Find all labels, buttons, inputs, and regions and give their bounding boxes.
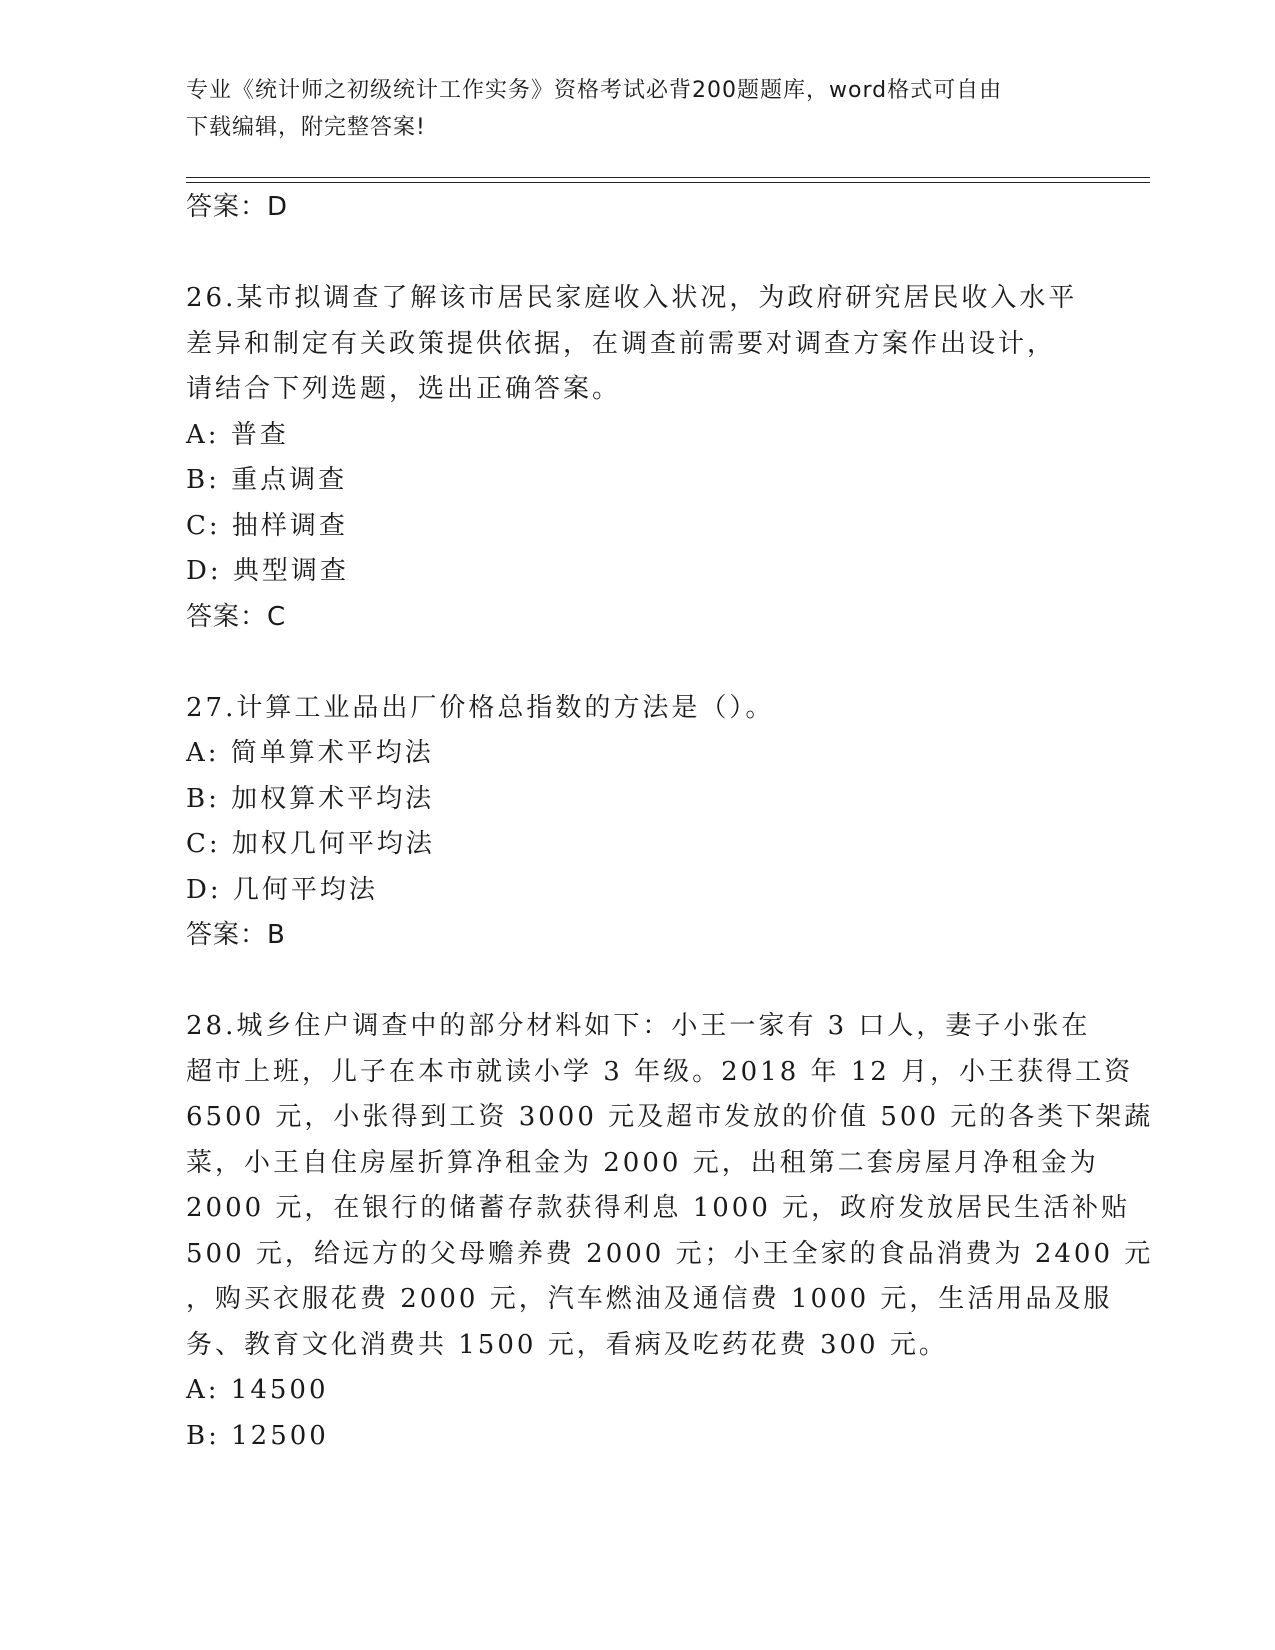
option-c: C: 抽样调查 — [186, 510, 348, 541]
question-text-line: 28.城乡住户调查中的部分材料如下：小王一家有 3 口人，妻子小张在 — [186, 1011, 1091, 1041]
question-26 — [186, 276, 1086, 640]
question-text-line: 差异和制定有关政策提供依据，在调查前需要对调查方案作出设计， — [186, 328, 1057, 359]
question-text-line: 超市上班，儿子在本市就读小学 3 年级。2018 年 12 月，小王获得工资 — [186, 1056, 1134, 1087]
option-a: A: 简单算术平均法 — [186, 738, 434, 768]
header-rule-top — [186, 177, 1150, 178]
page-header — [186, 72, 1086, 146]
header-rule-bottom — [186, 182, 1150, 183]
question-text-line: 务、教育文化消费共 1500 元，看病及吃药花费 300 元。 — [186, 1329, 948, 1360]
previous-answer: 答案：D — [186, 192, 289, 222]
spacer — [186, 640, 1086, 686]
header-line-1: 专业《统计师之初级统计工作实务》资格考试必背200题题库，word格式可自由 — [186, 78, 1003, 103]
question-text-line: 500 元，给远方的父母赡养费 2000 元；小王全家的食品消费为 2400 元 — [186, 1238, 1154, 1269]
question-27 — [186, 686, 1086, 959]
question-text-line: ，购买衣服花费 2000 元，汽车燃油及通信费 1000 元，生活用品及服 — [186, 1284, 1113, 1314]
option-b: B: 重点调查 — [186, 465, 348, 495]
spacer — [186, 959, 1086, 1005]
option-d: D: 几何平均法 — [186, 874, 378, 905]
answer: 答案：B — [186, 920, 286, 950]
question-text-line: 请结合下列选题，选出正确答案。 — [186, 374, 622, 404]
option-b: B: 加权算术平均法 — [186, 783, 435, 814]
question-text-line: 2000 元，在银行的储蓄存款获得利息 1000 元，政府发放居民生活补贴 — [186, 1193, 1131, 1223]
option-a: A: 14500 — [186, 1375, 329, 1405]
question-28 — [186, 1004, 1154, 1459]
header-line-2: 下载编辑，附完整答案! — [186, 115, 426, 140]
question-text-line: 菜，小王自住房屋折算净租金为 2000 元，出租第二套房屋月净租金为 — [186, 1147, 1099, 1178]
spacer — [186, 231, 1086, 277]
option-a: A: 普查 — [186, 419, 289, 450]
question-text-line: 6500 元，小张得到工资 3000 元及超市发放的价值 500 元的各类下架蔬 — [186, 1102, 1154, 1132]
question-text-line: 27.计算工业品出厂价格总指数的方法是（）。 — [186, 692, 775, 723]
question-text-line: 26.某市拟调查了解该市居民家庭收入状况，为政府研究居民收入水平 — [186, 283, 1078, 313]
question-content — [186, 185, 1154, 1459]
option-c: C: 加权几何平均法 — [186, 829, 435, 859]
answer: 答案：C — [186, 601, 287, 632]
option-d: D: 典型调查 — [186, 556, 349, 586]
option-b: B: 12500 — [186, 1420, 329, 1451]
